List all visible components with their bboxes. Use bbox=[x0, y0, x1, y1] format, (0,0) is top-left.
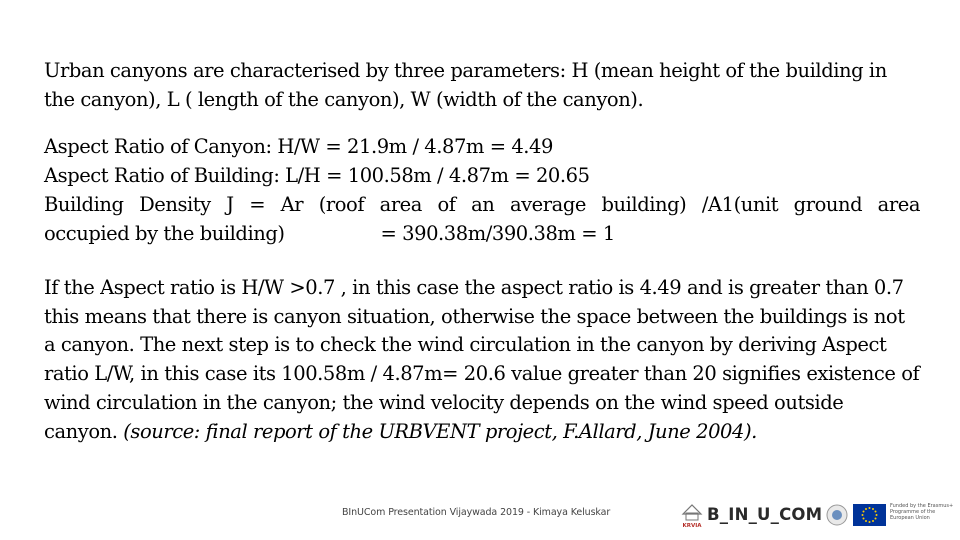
binucom-logo: B_IN_U_COM bbox=[707, 505, 823, 524]
krvia-logo bbox=[680, 502, 704, 528]
eu-funding-text: Funded by the Erasmus+ Programme of the European Union bbox=[890, 503, 954, 521]
building-density-line: Building Density J = Ar (roof area of an average building) /A1(unit ground area bbox=[44, 193, 920, 216]
krvia-label: KRVIA bbox=[682, 523, 702, 528]
explanation-text: If the Aspect ratio is H/W >0.7 , in this case the aspect ratio is 4.49 and is greater than 0.7 this means that there is canyon situation, otherwise the space between the buildings is not a canyon. The next step is to check the wind circulation in the canyon by deriving Aspect ratio L/W, in this case its 100.58m / 4.87m= 20.6 value greater than 20 signifies existence of wind circulation in the canyon; the wind velocity depends on the wind speed outside canyon. bbox=[44, 276, 920, 443]
explanation-paragraph bbox=[44, 274, 920, 446]
partner-round-logo bbox=[826, 504, 848, 526]
calculations-block bbox=[44, 132, 920, 248]
footer-text: BInUCom Presentation Vijaywada 2019 - Kimaya Keluskar bbox=[342, 507, 611, 518]
aspect-ratio-building: Aspect Ratio of Building: L/H = 100.58m / 4.87m = 20.65 bbox=[44, 164, 590, 187]
slide-content bbox=[44, 56, 920, 446]
density-result: = 390.38m/390.38m = 1 bbox=[380, 222, 615, 245]
intro-paragraph: Urban canyons are characterised by three parameters: H (mean height of the building in the canyon), L ( length of the canyon), W (width of the canyon). bbox=[44, 59, 887, 111]
eu-flag-icon bbox=[853, 504, 886, 526]
source-citation: (source: final report of the URBVENT project, F.Allard, June 2004). bbox=[123, 419, 757, 443]
aspect-ratio-canyon: Aspect Ratio of Canyon: H/W = 21.9m / 4.87m = 4.49 bbox=[44, 135, 553, 158]
occupied-label: occupied by the building) bbox=[44, 222, 285, 245]
building-density-continuation bbox=[44, 219, 920, 248]
